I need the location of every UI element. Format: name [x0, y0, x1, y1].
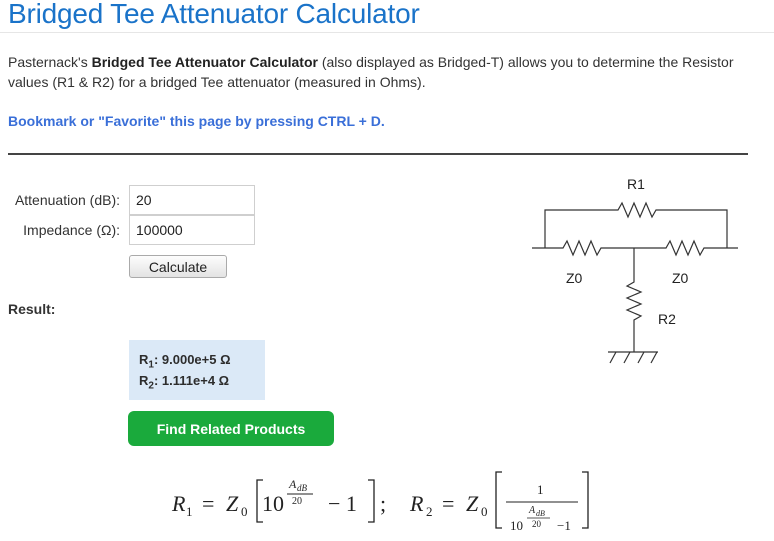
- schematic-z0-left-label: Z0: [566, 270, 583, 286]
- z0-right-resistor: [634, 241, 738, 255]
- formula-den-exp-den: 20: [532, 519, 541, 529]
- ground-hatch-4: [651, 352, 657, 363]
- result-r1-value: : 9.000e+5 Ω: [153, 352, 231, 367]
- formula-r1: R: [172, 491, 186, 516]
- bookmark-note: Bookmark or "Favorite" this page by pressing CTRL + D.: [8, 113, 385, 129]
- formula-bracket-left-2: [496, 472, 502, 528]
- formula-bracket-right-2: [582, 472, 588, 528]
- formula-bracket-right-1: [368, 480, 374, 522]
- formula-eq2: =: [442, 491, 455, 516]
- formula-r2: R: [410, 491, 424, 516]
- formula-eq1: =: [202, 491, 215, 516]
- formula-exp-num: A: [289, 477, 297, 491]
- formula-z2: Z: [466, 491, 479, 516]
- result-r1: [139, 352, 231, 371]
- result-label: Result:: [8, 301, 56, 317]
- r2-resistor: [627, 248, 641, 352]
- schematic-r1-label: R1: [627, 176, 645, 192]
- attenuation-label: Attenuation (dB):: [14, 192, 120, 208]
- formula-den-exp-num-sub: dB: [536, 509, 545, 518]
- result-r2-sub: 2: [148, 380, 154, 392]
- ground-hatch-2: [624, 352, 630, 363]
- formula-den-minus: −1: [557, 518, 571, 533]
- schematic-wires: [532, 203, 738, 363]
- formula-den-ten: 10: [510, 518, 523, 533]
- intro-part2: (also displayed as Bridged-T) allows you to determine the Resistor values (R1 & R2) for a bridged Tee attenuator (measured in Ohms).: [8, 54, 734, 90]
- formula-minus-one: − 1: [328, 491, 357, 516]
- result-r2: [139, 373, 229, 392]
- formula-z1-sub: 0: [241, 504, 248, 519]
- r1-resistor: [545, 203, 727, 248]
- impedance-input[interactable]: [129, 215, 255, 245]
- ground-hatch-3: [638, 352, 644, 363]
- schematic-r2-label: R2: [658, 311, 676, 327]
- formula-r2-sub: 2: [426, 504, 433, 519]
- formula-exp-num-sub: dB: [297, 483, 307, 493]
- formula-den-exp-num: A: [529, 505, 536, 516]
- title-rule: [0, 32, 774, 33]
- find-related-products-button[interactable]: Find Related Products: [128, 411, 334, 446]
- formula-z2-sub: 0: [481, 504, 488, 519]
- impedance-label: Impedance (Ω):: [23, 222, 120, 238]
- section-divider: [8, 153, 748, 155]
- intro-bold: Bridged Tee Attenuator Calculator: [91, 54, 318, 70]
- calculate-button[interactable]: Calculate: [129, 255, 227, 278]
- intro-text: [8, 52, 748, 92]
- attenuation-input[interactable]: [129, 185, 255, 215]
- formula-sep: ;: [380, 491, 387, 516]
- result-r2-label: R: [139, 373, 149, 388]
- formula-r1-sub: 1: [186, 504, 193, 519]
- formula-z1: Z: [226, 491, 239, 516]
- formula-frac-num: 1: [537, 482, 544, 497]
- ground-hatch-1: [610, 352, 616, 363]
- schematic-z0-right-label: Z0: [672, 270, 689, 286]
- result-r1-sub: 1: [148, 359, 154, 371]
- formula: [160, 466, 610, 538]
- result-r1-label: R: [139, 352, 149, 367]
- formula-ten: 10: [262, 491, 284, 516]
- intro-part1: Pasternack's: [8, 54, 92, 70]
- bridged-tee-schematic: [530, 172, 745, 372]
- result-r2-value: : 1.111e+4 Ω: [153, 373, 230, 388]
- formula-exp-den: 20: [292, 496, 302, 507]
- page-title: Bridged Tee Attenuator Calculator: [8, 0, 420, 29]
- z0-left-resistor: [532, 241, 634, 255]
- result-box: [129, 340, 265, 400]
